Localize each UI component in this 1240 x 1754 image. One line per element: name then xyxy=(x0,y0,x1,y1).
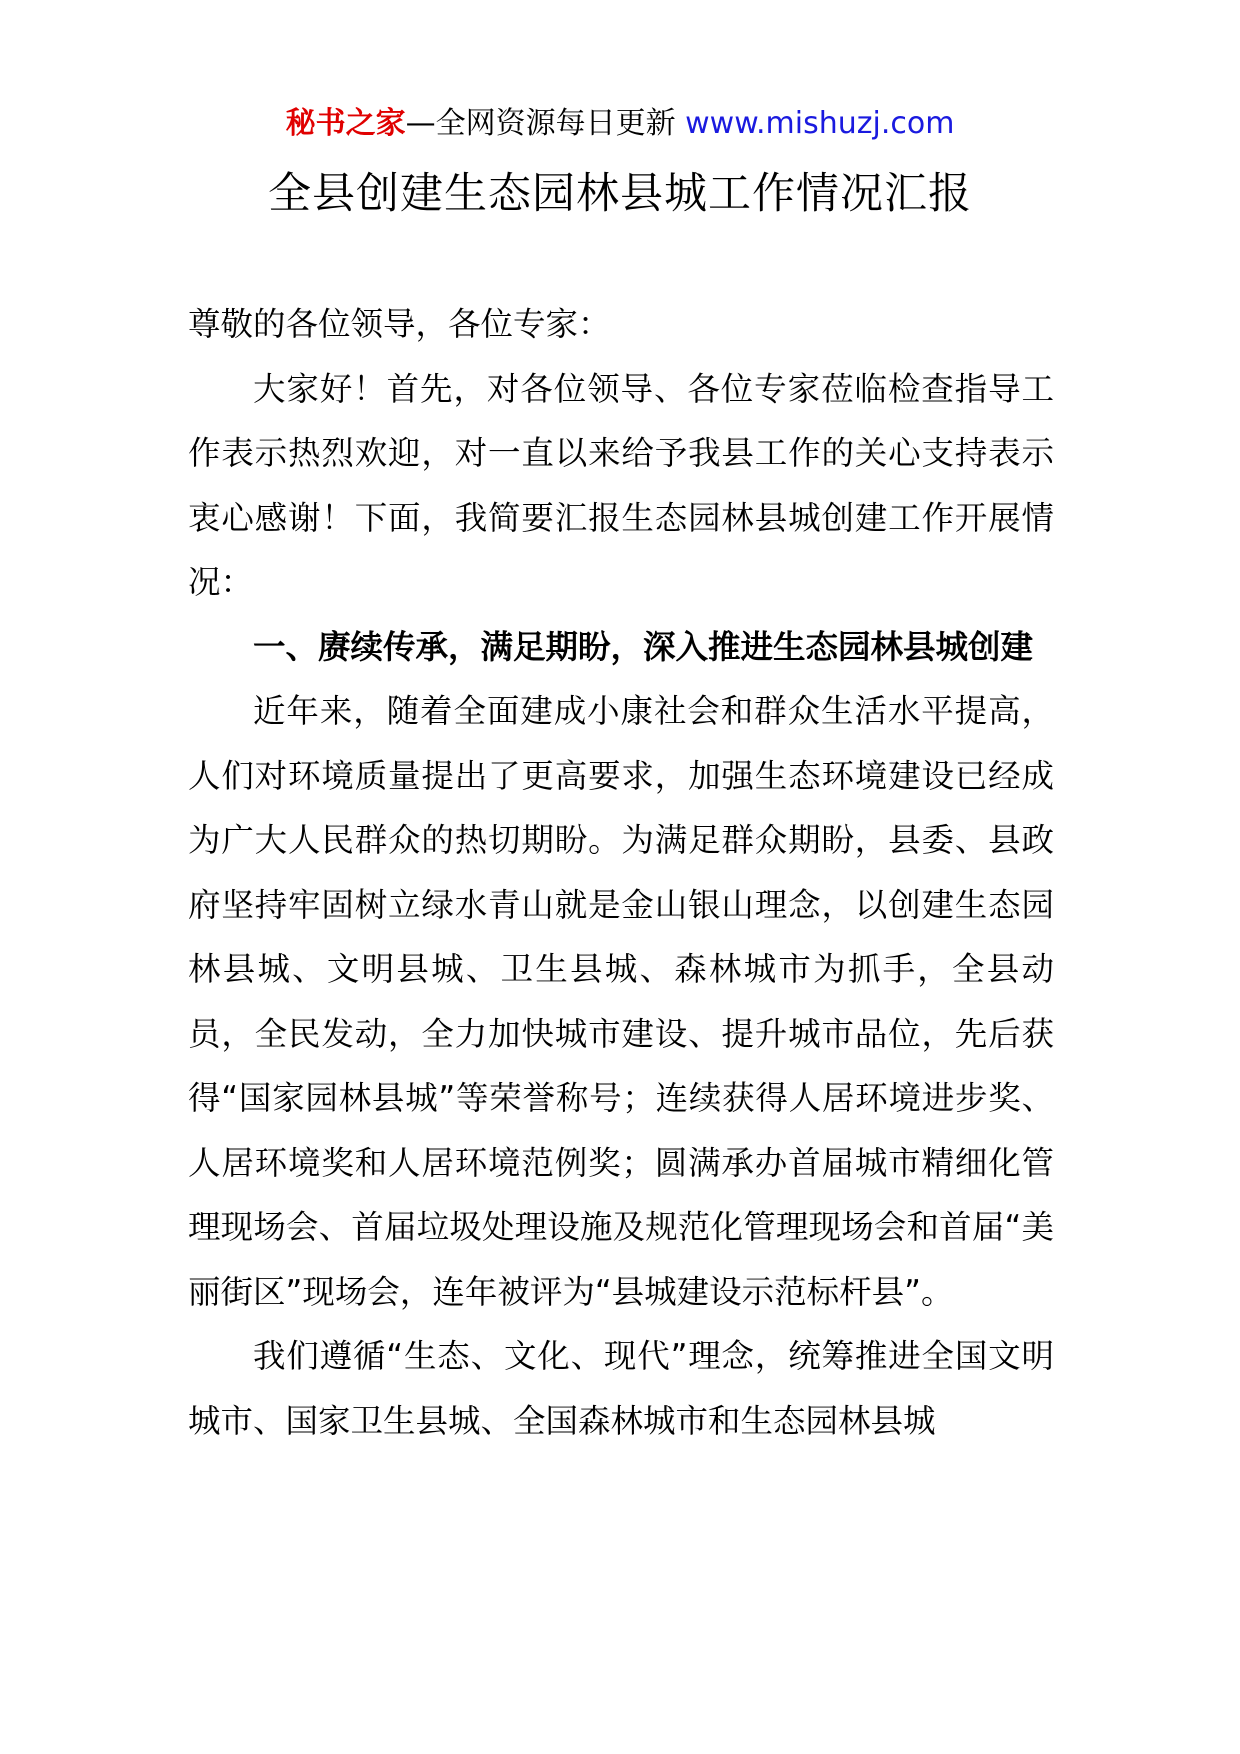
paragraph-principles: 我们遵循“生态、文化、现代”理念，统筹推进全国文明城市、国家卫生县城、全国森林城市和生态园林县城 xyxy=(188,1337,1054,1440)
paragraph-background: 近年来，随着全面建成小康社会和群众生活水平提高，人们对环境质量提出了更高要求，加强生态环境建设已经成为广大人民群众的热切期盼。为满足群众期盼，县委、县政府坚持牢固树立绿水青山就是金山银山理念，以创建生态园林县城、文明县城、卫生县城、森林城市为抓手，全县动员，全民发动，全力加快城市建设、提升城市品位，先后获得“国家园林县城”等荣誉称号；连续获得人居环境进步奖、人居环境奖和人居环境范例奖；圆满承办首届城市精细化管理现场会、首届垃圾处理设施及规范化管理现场会和首届“美丽街区”现场会，连年被评为“县城建设示范标杆县”。 xyxy=(188,692,1054,1311)
document-body xyxy=(188,292,1054,1453)
paragraph-intro: 大家好！首先，对各位领导、各位专家莅临检查指导工作表示热烈欢迎，对一直以来给予我县工作的关心支持表示衷心感谢！下面，我简要汇报生态园林县城创建工作开展情况： xyxy=(188,369,1054,601)
banner-brand: 秘书之家 xyxy=(285,106,406,141)
section-heading-1: 一、赓续传承，满足期盼，深入推进生态园林县城创建 xyxy=(253,627,1034,666)
banner-url-link[interactable]: www.mishuzj.com xyxy=(685,106,955,141)
document-title: 全县创建生态园林县城工作情况汇报 xyxy=(268,169,972,219)
site-banner xyxy=(0,104,1240,144)
banner-tagline: —全网资源每日更新 xyxy=(405,106,686,141)
salutation: 尊敬的各位领导，各位专家： xyxy=(188,305,611,343)
